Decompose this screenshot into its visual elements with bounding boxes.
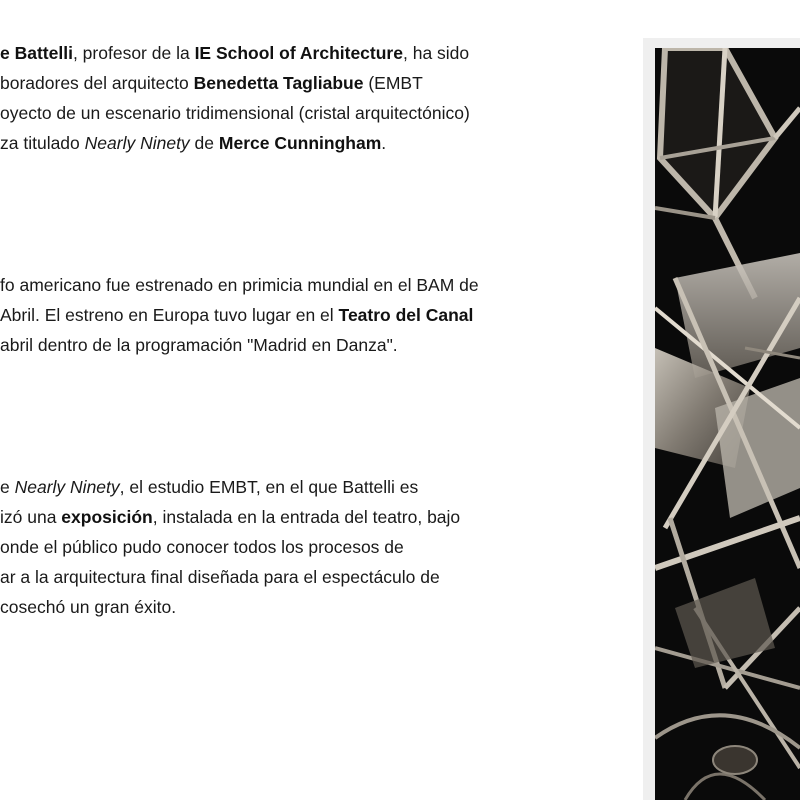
text-run: , ha sido [402, 43, 470, 63]
text-line [0, 128, 640, 158]
text-line [0, 592, 640, 622]
stage-structure-illustration [655, 48, 800, 800]
text-run: ar a la arquitectura final diseñada para el espectáculo de [0, 567, 440, 587]
text-run: za titulado [0, 133, 85, 153]
text-run: . [381, 133, 387, 153]
text-line [0, 38, 640, 68]
text-run: , profesor de la [72, 43, 195, 63]
bold-text: exposición [61, 507, 153, 527]
text-run: de [189, 133, 219, 153]
bold-text: IE School of Architecture [194, 43, 403, 63]
text-run: boradores del arquitecto [0, 73, 194, 93]
text-line [0, 562, 640, 592]
bold-text: Merce Cunningham [218, 133, 382, 153]
paragraph-intro [0, 38, 640, 158]
text-run: abril dentro de la programación "Madrid en Danza". [0, 335, 398, 355]
text-run: e [0, 477, 15, 497]
text-run: , el estudio EMBT, en el que Battelli es [119, 477, 419, 497]
paragraph-premiere [0, 270, 640, 360]
text-run: fo americano fue estrenado en primicia mundial en el BAM de [0, 275, 479, 295]
bold-text: e Battelli [0, 43, 73, 63]
text-run: Abril. El estreno en Europa tuvo lugar en el [0, 305, 339, 325]
text-run: oyecto de un escenario tridimensional (cristal arquitectónico) [0, 103, 470, 123]
paragraph-exhibition [0, 472, 640, 622]
text-run: , instalada en la entrada del teatro, bajo [152, 507, 461, 527]
text-line [0, 98, 640, 128]
text-run: onde el público pudo conocer todos los procesos de [0, 537, 404, 557]
italic-text: Nearly Ninety [84, 133, 190, 153]
bold-text: Benedetta Tagliabue [193, 73, 364, 93]
bold-text: Teatro del Canal [338, 305, 474, 325]
text-line [0, 68, 640, 98]
text-line [0, 300, 640, 330]
text-run: izó una [0, 507, 62, 527]
stage-structure-photo [655, 48, 800, 800]
text-line [0, 472, 640, 502]
text-run: cosechó un gran éxito. [0, 597, 177, 617]
italic-text: Nearly Ninety [14, 477, 120, 497]
text-run: (EMBT [363, 73, 423, 93]
text-line [0, 270, 640, 300]
text-line [0, 502, 640, 532]
text-line [0, 330, 640, 360]
text-line [0, 532, 640, 562]
